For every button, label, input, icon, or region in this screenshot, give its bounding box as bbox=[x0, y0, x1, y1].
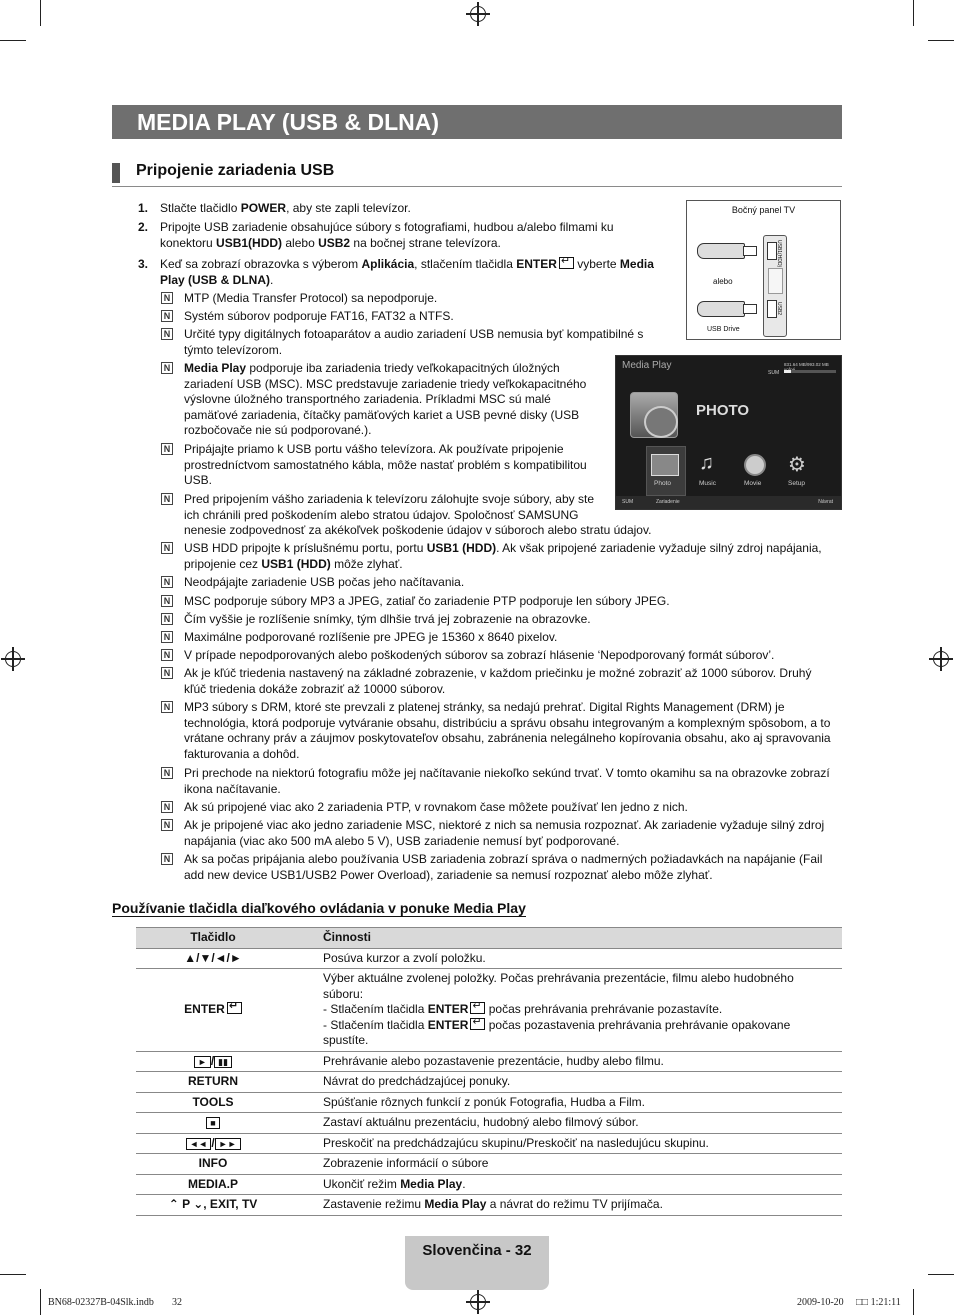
remote-buttons-table bbox=[136, 927, 842, 1216]
button-action bbox=[290, 1154, 842, 1175]
bold-text: Media bbox=[619, 257, 654, 271]
storage-bar bbox=[784, 370, 836, 373]
text: kľúč triedenia dokáže zobraziť až 10000 súborov. bbox=[184, 681, 446, 696]
text: Ak sa počas pripájania alebo používania USB zariadenia zobrazí správa o nadmerných požiadavkách na napájanie (Fail bbox=[184, 852, 823, 866]
separator: / bbox=[210, 1053, 215, 1068]
note-line bbox=[184, 423, 586, 439]
table-row bbox=[136, 1051, 842, 1072]
enter-icon bbox=[470, 1018, 485, 1030]
action-line bbox=[323, 1095, 838, 1111]
note-text bbox=[184, 700, 831, 762]
note-icon: N bbox=[161, 493, 173, 505]
button-label: ▲/▼/◄/► bbox=[184, 950, 242, 965]
note-line bbox=[184, 327, 643, 343]
media-menu-item-photo[interactable]: Photo bbox=[654, 480, 671, 487]
note-text bbox=[184, 594, 670, 610]
crop-mark bbox=[928, 1274, 954, 1275]
button-name bbox=[136, 948, 290, 969]
text: nenesie zodpovednosť za akékoľvek poškodenie údajov v súboroch alebo stratu údajov. bbox=[184, 523, 652, 538]
note-icon: N bbox=[161, 292, 173, 304]
button-label: TOOLS bbox=[192, 1094, 234, 1109]
note-text bbox=[184, 327, 643, 358]
enter-icon bbox=[227, 1002, 242, 1014]
text: Maximálne podporované rozlíšenie pre JPEG je 15360 x 8640 pixelov. bbox=[184, 630, 558, 644]
bold-text: Media Play bbox=[400, 1176, 463, 1191]
note-line bbox=[184, 291, 437, 307]
text: MP3 súbory s DRM, ktoré ste prevzali z platenej stránky, sa nedajú prehrať. Digital Rights Management (DRM) je bbox=[184, 700, 785, 714]
text: USB HDD pripojte k príslušnému portu, portu bbox=[184, 541, 427, 555]
button-action bbox=[290, 1113, 842, 1134]
text: Stlačte tlačidlo bbox=[160, 201, 241, 215]
text: pripojenie cez bbox=[184, 556, 262, 571]
step-text bbox=[160, 236, 501, 252]
button-name bbox=[136, 1195, 290, 1216]
button-name bbox=[136, 1154, 290, 1175]
text: Pri prechode na niektorú fotografiu môže jej načítavanie niekoľko sekúnd trvať. V tomto okamihu sa na obrazovke zobrazí bbox=[184, 766, 830, 780]
text: Zobrazenie informácií o súbore bbox=[323, 1156, 489, 1170]
table-row bbox=[136, 1133, 842, 1154]
text: Návrat do predchádzajúcej ponuky. bbox=[323, 1074, 511, 1088]
usb-drive-icon bbox=[697, 301, 745, 317]
note-line bbox=[184, 377, 586, 393]
note-line bbox=[184, 523, 651, 539]
text: - Stlačením tlačidla bbox=[323, 1017, 428, 1032]
table-section-title: Používanie tlačidla diaľkového ovládania v ponuke Media Play bbox=[112, 900, 526, 916]
footer-date: 2009-10-20 bbox=[797, 1297, 844, 1308]
button-action bbox=[290, 948, 842, 969]
text: Neodpájajte zariadenie USB počas jeho načítavania. bbox=[184, 575, 465, 589]
note-line bbox=[184, 361, 586, 377]
note-line bbox=[184, 747, 831, 763]
button-name bbox=[136, 1113, 290, 1134]
note-line bbox=[184, 868, 822, 884]
remote-key-icon: ▮▮ bbox=[214, 1056, 232, 1068]
button-name bbox=[136, 1092, 290, 1113]
bold-text: ENTER bbox=[427, 1002, 469, 1016]
note-icon: N bbox=[161, 801, 173, 813]
section-marker bbox=[112, 163, 120, 183]
button-label: ENTER bbox=[184, 1002, 225, 1016]
text: vrátane ochrany práv a záujmov poskytovateľov obsahu, zabránenia nelegálneho kopírovania obsahu, ako aj spravovania bbox=[184, 731, 831, 746]
table-row bbox=[136, 1195, 842, 1216]
section-header bbox=[112, 160, 842, 187]
text: Výber aktuálne zvolenej položky. Počas prehrávania prezentácie, filmu alebo hudobného bbox=[323, 971, 794, 985]
storage-label: 831.64 MB/993.02 MB bbox=[784, 362, 829, 367]
remote-key-icon: ■ bbox=[206, 1117, 219, 1129]
bold-text: Media Play bbox=[184, 361, 247, 375]
text: technológia, ktorá podporuje vytváranie obsahu, distribúciu a správu obsahu integrovaným a komplexným spôsobom, a to bbox=[184, 715, 831, 730]
note-text bbox=[184, 309, 454, 325]
camera-icon bbox=[644, 406, 678, 438]
crop-mark bbox=[913, 0, 914, 26]
note-line bbox=[184, 594, 670, 610]
note-line bbox=[184, 612, 591, 628]
note-icon: N bbox=[161, 631, 173, 643]
usb-drive-icon bbox=[697, 243, 745, 259]
bold-text: POWER bbox=[240, 201, 287, 215]
crop-mark bbox=[40, 1289, 41, 1315]
button-action bbox=[290, 1195, 842, 1216]
button-label: MEDIA.P bbox=[187, 1176, 238, 1191]
text: fakturovania a dohôd. bbox=[184, 746, 300, 761]
action-line bbox=[323, 951, 838, 967]
footer-return: Návrat bbox=[818, 499, 833, 505]
button-action bbox=[290, 1174, 842, 1195]
note-icon: N bbox=[161, 310, 173, 322]
usb-plug-icon bbox=[743, 246, 757, 256]
note-line bbox=[184, 309, 454, 325]
button-name bbox=[136, 1133, 290, 1154]
tv-side-panel bbox=[763, 235, 787, 337]
table-header: Činnosti bbox=[290, 928, 842, 949]
text: Zastavenie režimu bbox=[323, 1197, 425, 1211]
note-icon: N bbox=[161, 853, 173, 865]
movie-icon bbox=[744, 454, 766, 476]
media-play-screenshot bbox=[615, 355, 842, 510]
text: počas prehrávania prehrávanie pozastavíte. bbox=[485, 1002, 723, 1016]
text: súboru: bbox=[323, 986, 364, 1001]
remote-key-icon: ►► bbox=[215, 1138, 241, 1150]
text: - Stlačením tlačidla bbox=[323, 1002, 428, 1016]
text: počas pozastavenia prehrávania prehrávanie opakovane bbox=[485, 1017, 791, 1032]
note-line bbox=[184, 408, 586, 424]
remote-key-icon: ► bbox=[194, 1056, 211, 1068]
action-line bbox=[323, 1074, 838, 1090]
hdmi-port-icon bbox=[768, 268, 783, 294]
note-line bbox=[184, 343, 643, 359]
note-text bbox=[184, 442, 587, 489]
note-line bbox=[184, 648, 774, 664]
text: vyberte bbox=[573, 257, 620, 271]
note-text bbox=[184, 492, 651, 539]
note-icon: N bbox=[161, 443, 173, 455]
crop-mark bbox=[0, 40, 26, 41]
bold-text: USB1 (HDD) bbox=[261, 556, 331, 571]
table-row bbox=[136, 948, 842, 969]
crop-mark bbox=[913, 1289, 914, 1315]
step-text bbox=[160, 201, 411, 217]
note-line bbox=[184, 716, 831, 732]
note-icon: N bbox=[161, 667, 173, 679]
action-line bbox=[323, 1033, 838, 1049]
note-text bbox=[184, 666, 811, 697]
step-text bbox=[160, 257, 654, 273]
action-line bbox=[323, 1115, 838, 1131]
text: výslovne úložného transportného zariadenia. Príkladmi MSC sú malé bbox=[184, 392, 551, 407]
button-action bbox=[290, 1092, 842, 1113]
table-row bbox=[136, 1113, 842, 1134]
bold-text: ENTER bbox=[427, 1017, 469, 1032]
text: podporuje iba zariadenia triedy veľkokapacitných úložných bbox=[246, 361, 560, 375]
action-line bbox=[323, 1197, 838, 1213]
bold-text: ENTER bbox=[516, 257, 557, 271]
setup-icon: ⚙ bbox=[788, 454, 806, 476]
text: Čím vyššie je rozlíšenie snímky, tým dlhšie trvá jej zobrazenie na obrazovke. bbox=[184, 612, 591, 626]
text: MSC podporuje súbory MP3 a JPEG, zatiaľ čo zariadenie PTP podporuje len súbory JPEG. bbox=[184, 594, 670, 608]
note-icon: N bbox=[161, 649, 173, 661]
bold-text: Play (USB & DLNA) bbox=[160, 272, 271, 287]
media-footer bbox=[616, 496, 841, 509]
table-row bbox=[136, 969, 842, 1052]
registration-mark-icon bbox=[470, 1294, 486, 1310]
enter-icon bbox=[559, 257, 574, 269]
button-name bbox=[136, 969, 290, 1052]
step-text bbox=[160, 220, 614, 236]
button-label: RETURN bbox=[188, 1074, 238, 1088]
note-line bbox=[184, 800, 688, 816]
media-menu-item-movie[interactable]: Movie bbox=[744, 480, 762, 487]
note-text bbox=[184, 852, 822, 883]
text: Prehrávanie alebo pozastavenie prezentácie, hudby alebo filmu. bbox=[323, 1053, 664, 1068]
button-label: ⌃ P ⌄, EXIT, TV bbox=[168, 1197, 258, 1211]
table-row bbox=[136, 1072, 842, 1093]
note-icon: N bbox=[161, 767, 173, 779]
text: Ukončiť režim bbox=[323, 1176, 401, 1191]
table-row bbox=[136, 1092, 842, 1113]
note-line bbox=[184, 458, 587, 474]
crop-mark bbox=[0, 1274, 26, 1275]
text: Pripájajte priamo k USB portu vášho televízora. Ak používate pripojenie bbox=[184, 442, 564, 456]
alebo-label: alebo bbox=[713, 277, 733, 286]
note-line bbox=[184, 492, 651, 508]
bold-text: USB1 (HDD) bbox=[426, 541, 497, 555]
text: konektoru bbox=[160, 235, 217, 250]
note-line bbox=[184, 508, 651, 524]
note-text bbox=[184, 800, 688, 816]
text: týmto televízorom. bbox=[184, 342, 283, 357]
storage-used bbox=[784, 370, 791, 373]
page-title: MEDIA PLAY (USB & DLNA) bbox=[112, 105, 842, 139]
text: prostredníctvom samostatného kábla, môže nastať problém s kompatibilitou bbox=[184, 457, 587, 472]
note-text bbox=[184, 612, 591, 628]
note-line bbox=[184, 575, 464, 591]
note-text bbox=[184, 630, 557, 646]
side-panel-figure bbox=[686, 200, 841, 340]
bold-text: USB2 bbox=[318, 235, 351, 250]
bold-text: USB1(HDD) bbox=[216, 235, 283, 250]
text: V prípade nepodporovaných alebo poškodených súborov sa zobrazí hlásenie ‘Nepodporovaný formát súborov’. bbox=[184, 648, 775, 662]
table-row bbox=[136, 1174, 842, 1195]
registration-mark-icon bbox=[933, 651, 949, 667]
note-line bbox=[184, 852, 822, 868]
note-line bbox=[184, 818, 824, 834]
text: add new device USB1/USB2 Power Overload), zariadenie sa nemusí rozpoznať alebo môže zlyhať. bbox=[184, 867, 713, 882]
action-line bbox=[323, 1136, 838, 1152]
note-text bbox=[184, 575, 464, 591]
note-line bbox=[184, 630, 557, 646]
text: na bočnej strane televízora. bbox=[350, 235, 501, 250]
note-text bbox=[184, 541, 822, 572]
note-line bbox=[184, 473, 587, 489]
text: zariadení USB (MSC). MSC predstavuje zariadenie triedy veľkokapacitného bbox=[184, 376, 587, 391]
registration-mark-icon bbox=[5, 651, 21, 667]
button-action bbox=[290, 1133, 842, 1154]
port1-label: USB1(HDD) bbox=[776, 240, 782, 268]
table-row bbox=[136, 1154, 842, 1175]
text: USB. bbox=[184, 473, 213, 488]
separator: / bbox=[211, 1135, 215, 1150]
button-name bbox=[136, 1174, 290, 1195]
page-number: Slovenčina - 32 bbox=[422, 1242, 532, 1259]
note-icon: N bbox=[161, 819, 173, 831]
usb-plug-icon bbox=[743, 304, 757, 314]
note-icon: N bbox=[161, 701, 173, 713]
registration-mark-icon bbox=[470, 6, 486, 22]
action-line bbox=[323, 1177, 838, 1193]
note-icon: N bbox=[161, 328, 173, 340]
category-label: PHOTO bbox=[696, 402, 750, 419]
bold-text: Aplikácia bbox=[361, 257, 415, 271]
action-line bbox=[323, 1018, 838, 1034]
remote-key-icon: ◄◄ bbox=[186, 1138, 212, 1150]
side-panel-title: Bočný panel TV bbox=[731, 205, 796, 215]
button-action bbox=[290, 969, 842, 1052]
text: , stlačením tlačidla bbox=[414, 257, 517, 271]
photo-icon bbox=[651, 454, 679, 476]
enter-icon bbox=[470, 1002, 485, 1014]
button-action bbox=[290, 1051, 842, 1072]
note-line bbox=[184, 442, 587, 458]
music-icon: ♫ bbox=[699, 452, 714, 474]
text: Pripojte USB zariadenie obsahujúce súbory s fotografiami, hudbou a/alebo filmami ku bbox=[160, 220, 614, 234]
note-text bbox=[184, 818, 824, 849]
text: pamäťové zariadenia, čítačky pamäťových kariet a USB pevné disky (USB bbox=[184, 407, 580, 422]
note-line bbox=[184, 682, 811, 698]
port2-label: USB2 bbox=[776, 302, 782, 316]
note-text bbox=[184, 291, 437, 307]
note-line bbox=[184, 731, 831, 747]
note-line bbox=[184, 557, 822, 573]
footer-time: □□ 1:21:11 bbox=[856, 1297, 901, 1308]
text: Ak je kľúč triedenia nastavený na základné zobrazenie, v každom priečinku je možné zobraziť až 1000 súborov. Druhý bbox=[184, 666, 812, 680]
note-text bbox=[184, 766, 830, 797]
text: Keď sa zobrazí obrazovka s výberom bbox=[160, 257, 362, 271]
action-line bbox=[323, 987, 838, 1003]
usb-drive-label: USB Drive bbox=[707, 326, 740, 333]
text: Posúva kurzor a zvolí položku. bbox=[323, 950, 486, 965]
crop-mark bbox=[40, 0, 41, 26]
action-line bbox=[323, 1156, 838, 1172]
note-text bbox=[184, 648, 774, 664]
note-icon: N bbox=[161, 595, 173, 607]
step-text bbox=[160, 273, 273, 289]
crop-mark bbox=[928, 40, 954, 41]
step-number: 1. bbox=[138, 201, 149, 215]
footer-file: BN68-02327B-04Slk.indb bbox=[48, 1297, 154, 1308]
text: . bbox=[270, 272, 274, 287]
note-text bbox=[184, 361, 586, 439]
text: ikona načítavanie. bbox=[184, 781, 281, 796]
button-action bbox=[290, 1072, 842, 1093]
text: Určité typy digitálnych fotoaparátov a audio zariadení USB nemusia byť kompatibilné s bbox=[184, 327, 644, 341]
button-name bbox=[136, 1051, 290, 1072]
text: Pred pripojením vášho zariadenia k televízoru zálohujte svoje súbory, aby ste bbox=[184, 492, 594, 506]
button-label: INFO bbox=[198, 1156, 228, 1170]
action-line bbox=[323, 971, 838, 987]
table-header-row bbox=[136, 928, 842, 949]
button-name bbox=[136, 1072, 290, 1093]
footer-device: Zariadenie bbox=[656, 499, 680, 505]
note-icon: N bbox=[161, 542, 173, 554]
footer-page: 32 bbox=[172, 1297, 182, 1308]
media-play-title: Media Play bbox=[622, 360, 672, 371]
note-line bbox=[184, 766, 830, 782]
text: MTP (Media Transfer Protocol) sa nepodporuje. bbox=[184, 291, 438, 305]
note-icon: N bbox=[161, 576, 173, 588]
note-line bbox=[184, 392, 586, 408]
note-icon: N bbox=[161, 613, 173, 625]
note-line bbox=[184, 834, 824, 850]
text: Spúšťanie rôznych funkcií z ponúk Fotografia, Hudba a Film. bbox=[323, 1094, 645, 1109]
note-line bbox=[184, 782, 830, 798]
text: . Ak však pripojené zariadenie vyžaduje silný zdroj napájania, bbox=[496, 541, 822, 555]
text: a návrat do režimu TV prijímača. bbox=[486, 1197, 663, 1211]
text: . bbox=[462, 1176, 466, 1191]
text: Zastaví aktuálnu prezentáciu, hudobný alebo filmový súbor. bbox=[323, 1115, 639, 1129]
text: môže zlyhať. bbox=[330, 556, 403, 571]
note-line bbox=[184, 541, 822, 557]
footer-sum: SUM bbox=[622, 499, 634, 505]
text: ich chránili pred poškodením alebo stratou údajov. Spoločnosť SAMSUNG bbox=[184, 507, 579, 522]
text: rozbočovače nie sú podporované.). bbox=[184, 423, 372, 438]
media-menu-item-setup[interactable]: Setup bbox=[788, 480, 805, 487]
text: napájania (viac ako 500 mA alebo 5 V), USB zariadenie nemusí byť podporované. bbox=[184, 833, 620, 848]
text: alebo bbox=[282, 235, 319, 250]
step-number: 3. bbox=[138, 257, 149, 271]
bold-text: Media Play bbox=[424, 1197, 487, 1211]
action-line bbox=[323, 1002, 838, 1018]
section-title: Pripojenie zariadenia USB bbox=[136, 162, 335, 179]
text: Preskočiť na predchádzajúcu skupinu/Preskočiť na nasledujúcu skupinu. bbox=[323, 1135, 709, 1150]
sum-label: SUM bbox=[768, 370, 780, 376]
text: spustíte. bbox=[323, 1033, 369, 1047]
note-line bbox=[184, 700, 831, 716]
step-number: 2. bbox=[138, 220, 149, 234]
note-line bbox=[184, 666, 811, 682]
note-icon: N bbox=[161, 362, 173, 374]
table-header: Tlačidlo bbox=[136, 928, 290, 949]
text: Systém súborov podporuje FAT16, FAT32 a NTFS. bbox=[184, 309, 454, 323]
media-menu-item-music[interactable]: Music bbox=[699, 480, 716, 487]
text: , aby ste zapli televízor. bbox=[286, 201, 411, 215]
text: Ak je pripojené viac ako jedno zariadenie MSC, niektoré z nich sa nemusia rozpoznať. Ak zariadenie vyžaduje silný zdroj bbox=[184, 818, 825, 832]
text: Ak sú pripojené viac ako 2 zariadenia PTP, v rovnakom čase môžete používať len jedno z nich. bbox=[184, 800, 688, 814]
action-line bbox=[323, 1054, 838, 1070]
page-number-tab bbox=[405, 1236, 549, 1290]
